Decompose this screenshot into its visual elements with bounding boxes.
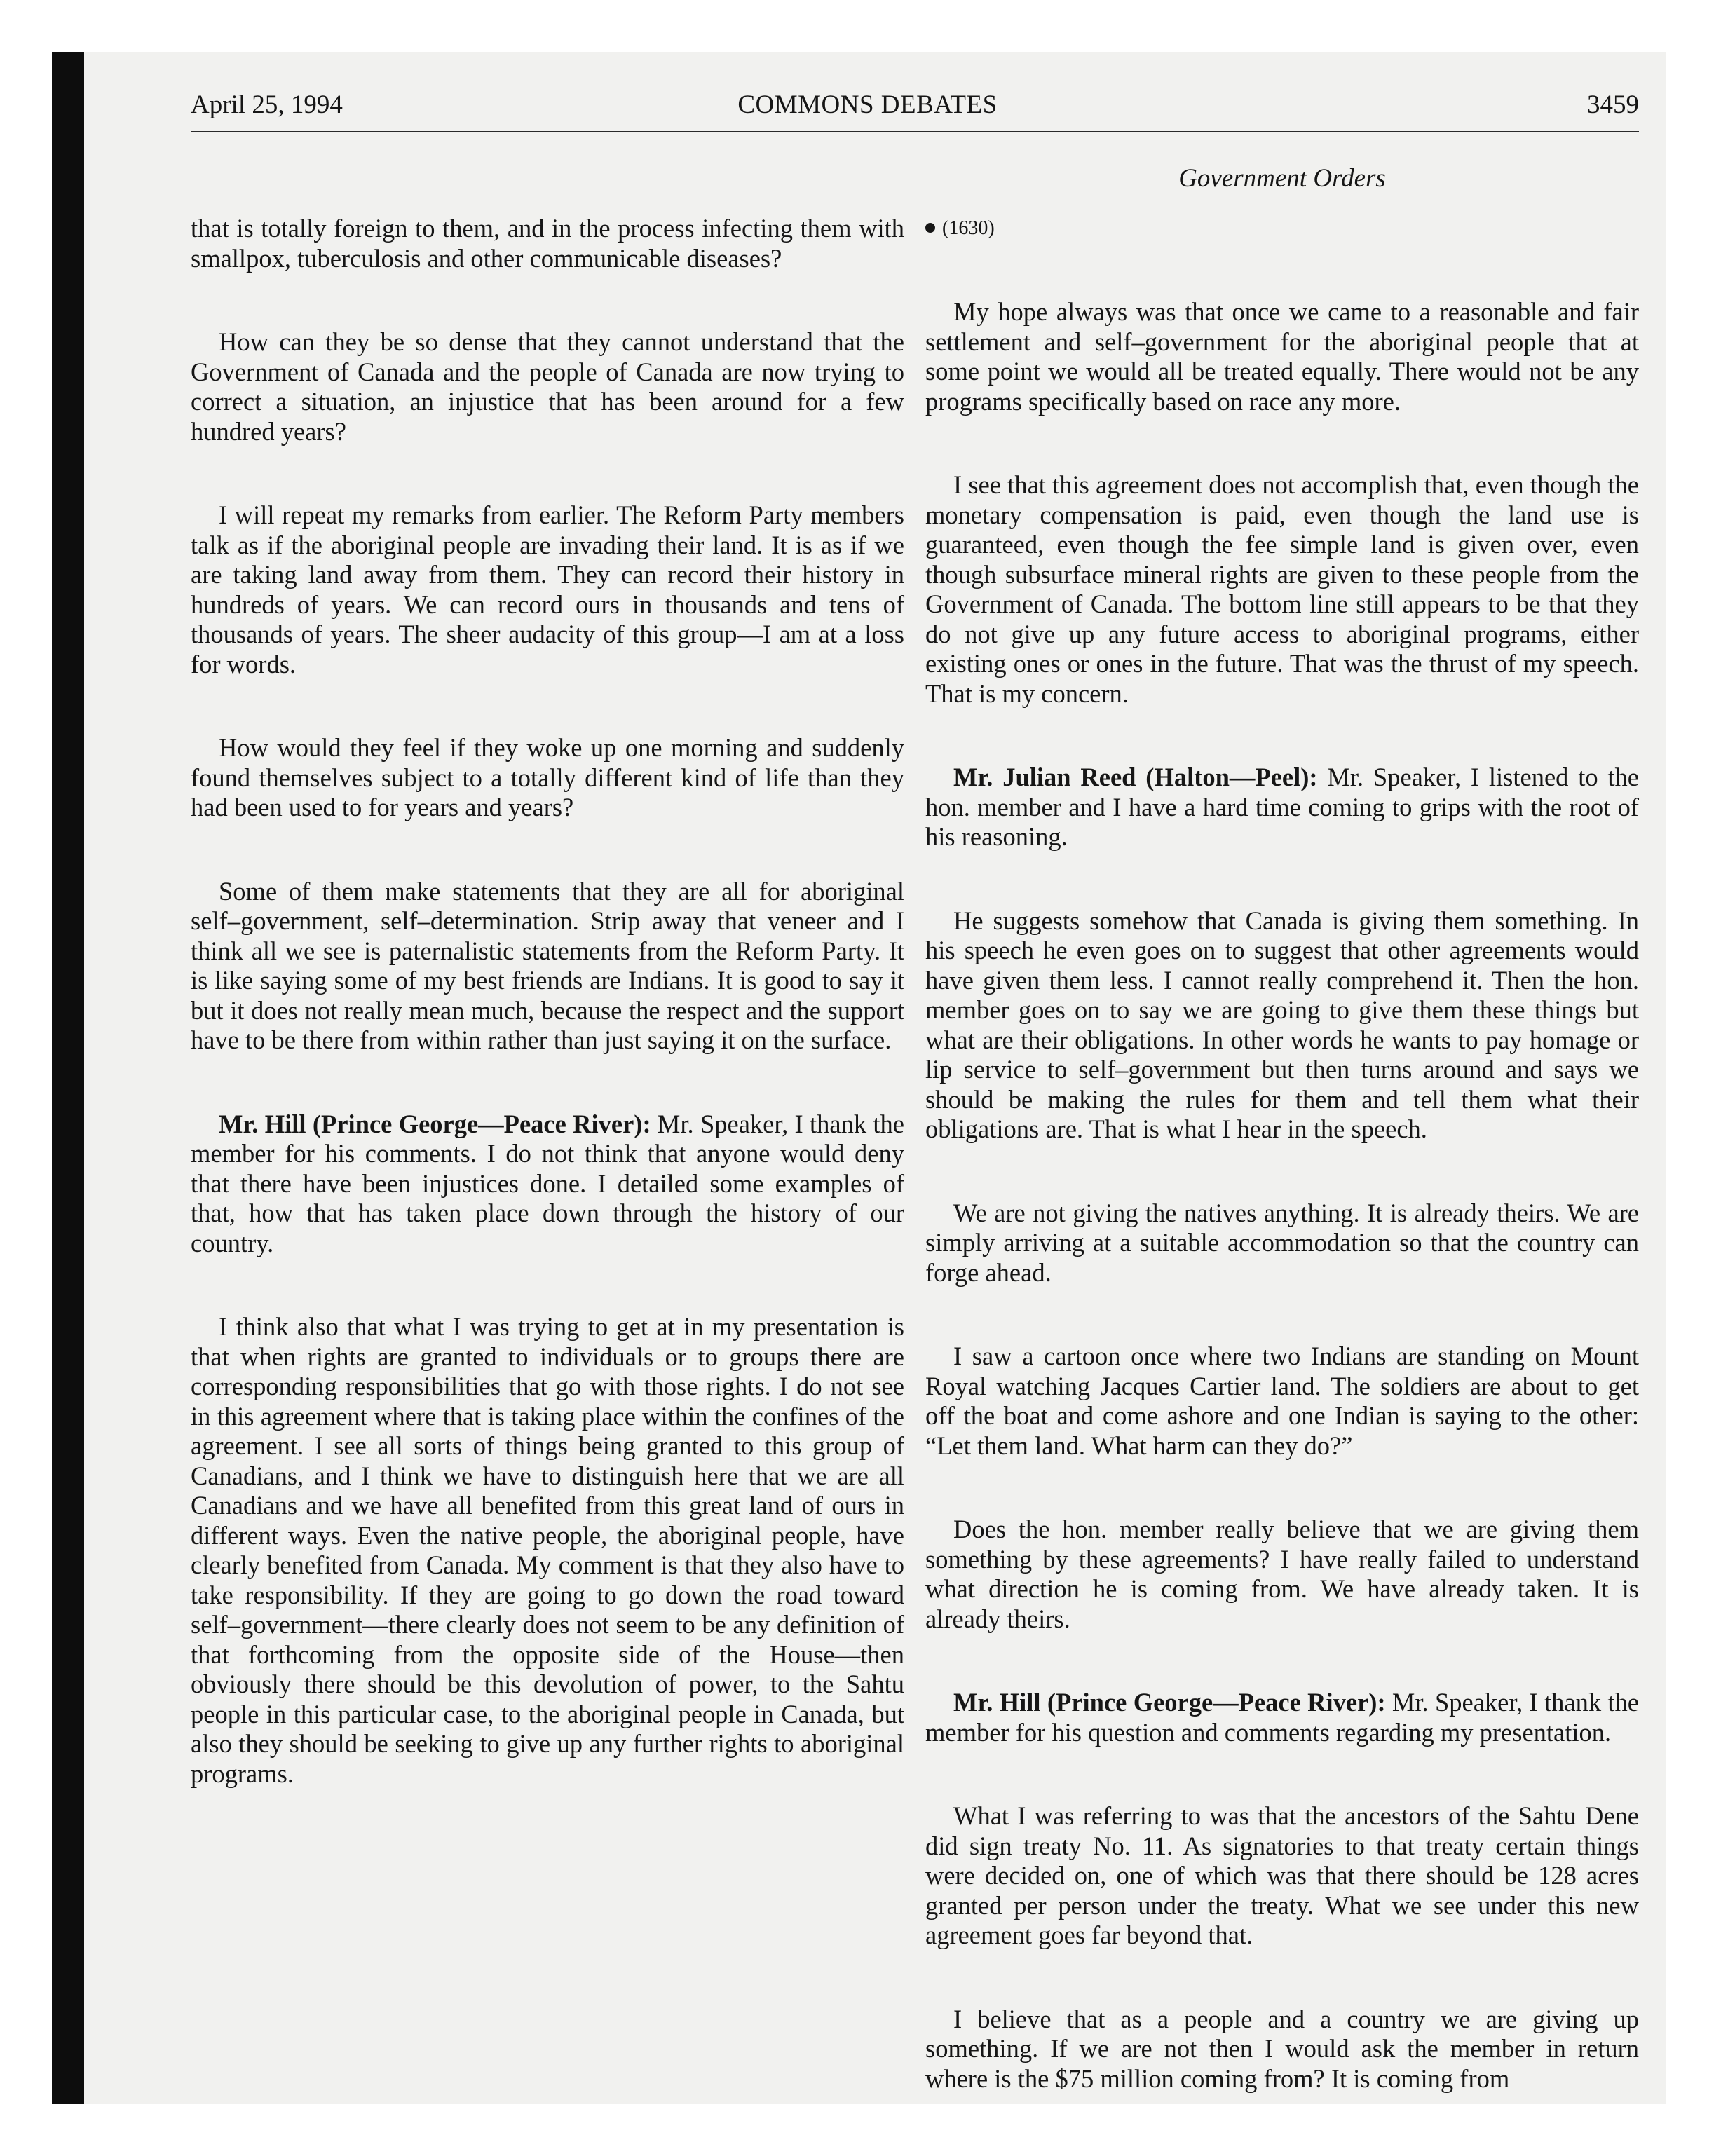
paragraph: We are not giving the natives anything. It is already theirs. We are simply arriving at a suitable accommodation so that the country can forge ahead. [925,1198,1639,1287]
speaker-paragraph [925,1688,1639,1747]
paragraph: I believe that as a people and a country we are giving up something. If we are not then I would ask the member in return where is the $75 million coming from? It is coming from [925,2004,1639,2093]
header-title: COMMONS DEBATES [737,90,998,119]
paragraph: How can they be so dense that they cannot understand that the Government of Canada and the people of Canada are now trying to correct a situation, an injustice that has been around for a few hundred years? [191,327,904,446]
header-date: April 25, 1994 [191,90,343,119]
paragraph: that is totally foreign to them, and in the process infecting them with smallpox, tuberculosis and other communicable diseases? [191,214,904,273]
speaker-name: Mr. Julian Reed (Halton—Peel): [953,763,1318,791]
speech-text: Mr. Speaker, I listened to the hon. member and I have a hard time coming to grips with the root of his reasoning. [925,763,1640,851]
right-column [925,214,1639,2148]
page-number: 3459 [1587,90,1639,119]
bullet-icon [925,223,935,233]
paragraph: He suggests somehow that Canada is giving them something. In his speech he even goes on to suggest that other agreements would have given them less. I cannot really comprehend it. Then the hon. member goes on to say we are going to give them these things but what are their obligations. In other words he wants to pay homage or lip service to self–government but then turns around and says we should be making the rules for them and tell them what their obligations are. That is what I hear in the speech. [925,906,1639,1143]
section-title: Government Orders [1178,164,1386,193]
header-rule [191,131,1639,132]
paragraph: Does the hon. member really believe that we are giving them something by these agreements? I have really failed to understand what direction he is coming from. We have already taken. It is already theirs. [925,1515,1639,1633]
speech-text: Mr. Speaker, I thank the member for his comments. I do not think that anyone would deny that there have been injustices done. I detailed some examples of that, how that has taken place down through the history of our country. [191,1109,904,1257]
paragraph: How would they feel if they woke up one morning and suddenly found themselves subject to a totally different kind of life than they had been used to for years and years? [191,733,904,821]
paragraph: I see that this agreement does not accomplish that, even though the monetary compensation is paid, even though the land use is guaranteed, even though the fee simple land is given over, even though subsurface mineral rights are given to these people from the Government of Canada. The bottom line still appears to be that they do not give up any future access to aboriginal programs, either existing ones or ones in the future. That was the thrust of my speech. That is my concern. [925,470,1639,708]
scan-binding-edge [52,52,84,2104]
speaker-paragraph [925,763,1639,852]
speaker-paragraph [191,1110,904,1259]
paragraph: Some of them make statements that they are all for aboriginal self–government, self–determination. Strip away that veneer and I think all we see is paternalistic statements from the Reform Party. It is like saying some of my best friends are Indians. It is good to say it but it does not really mean much, because the respect and the support have to be there from within rather than just saying it on the surface. [191,876,904,1054]
paragraph: I think also that what I was trying to get at in my presentation is that when rights are granted to individuals or to groups there are corresponding responsibilities that go with those rights. I do not see in this agreement where that is taking place within the confines of the agreement. I see all sorts of things being granted to this group of Canadians, and I think we have to distinguish here that we are all Canadians and we have all benefited from this great land of ours in different ways. Even the native people, the aboriginal people, have clearly benefited from Canada. My comment is that they also have to take responsibility. If they are going to go down the road toward self–government—there clearly does not seem to be any definition of that forthcoming from the opposite side of the House—then obviously there should be this devolution of power, to the Sahtu people in this particular case, to the aboriginal people in Canada, but also they should be seeking to give up any further rights to aboriginal programs. [191,1312,904,1788]
time-marker [925,214,1639,243]
speaker-name: Mr. Hill (Prince George—Peace River): [953,1688,1386,1717]
paragraph: I will repeat my remarks from earlier. The Reform Party members talk as if the aboriginal people are invading their land. It is as if we are taking land away from them. They can record their history in hundreds of years. We can record ours in thousands and tens of thousands of years. The sheer audacity of this group—I am at a loss for words. [191,500,904,678]
paragraph: What I was referring to was that the ancestors of the Sahtu Dene did sign treaty No. 11. As signatories to that treaty certain things were decided on, one of which was that there should be 128 acres granted per person under the treaty. What we see under this new agreement goes far beyond that. [925,1801,1639,1949]
left-column [191,214,904,1843]
paragraph: My hope always was that once we came to a reasonable and fair settlement and self–government for the aboriginal people that at some point we would all be treated equally. There would not be any programs specifically based on race any more. [925,297,1639,416]
speech-text: Mr. Speaker, I thank the member for his question and comments regarding my presentation. [925,1688,1639,1747]
speaker-name: Mr. Hill (Prince George—Peace River): [219,1109,651,1138]
paragraph: I saw a cartoon once where two Indians are standing on Mount Royal watching Jacques Cartier land. The soldiers are about to get off the boat and come ashore and one Indian is saying to the other: “Let them land. What harm can they do?” [925,1342,1639,1460]
time-marker-text: (1630) [942,217,995,239]
